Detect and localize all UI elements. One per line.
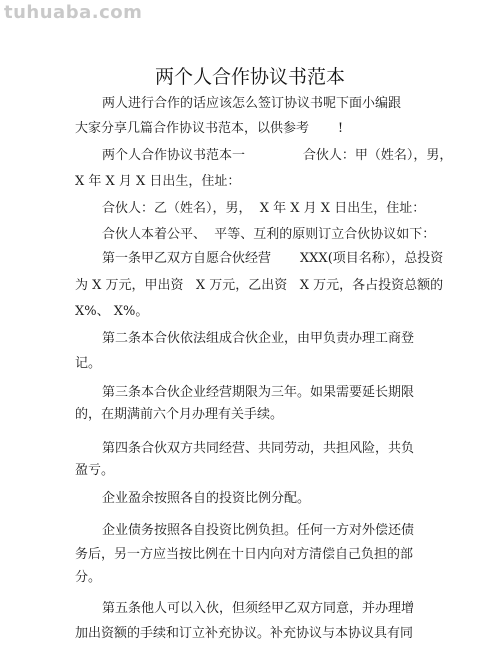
site-watermark: tuhuaba.com <box>4 2 143 23</box>
paragraph-line: 第四条合伙双方共同经营、共同劳动，共担风险，共负 <box>102 441 415 456</box>
paragraph-line: 加出资额的手续和订立补充协议。补充协议与本协议具有同 <box>75 626 414 641</box>
paragraph-line: X 年 X 月 X 日出生，住址： <box>75 174 241 189</box>
document-title: 两个人合作协议书范本 <box>154 66 345 88</box>
paragraph-line: 盈亏。 <box>75 463 115 478</box>
paragraph-line: 务后，另一方应当按比例在十日内向对方清偿自己负担的部 <box>75 547 414 562</box>
paragraph-line: 企业债务按照各自投资比例负担。任何一方对外偿还债 <box>102 523 415 538</box>
paragraph-line: 企业盈余按照各自的投资比例分配。 <box>102 491 311 506</box>
paragraph-line: 第三条本合伙企业经营期限为三年。如果需要延长期限 <box>102 385 415 400</box>
paragraph-line: 第五条他人可以入伙，但须经甲乙双方同意，并办理增 <box>102 601 415 616</box>
paragraph-line: 两个人合作协议书范本一 合伙人：甲（姓名），男， <box>102 148 453 163</box>
paragraph-line: 两人进行合作的话应该怎么签订协议书呢下面小编跟 <box>102 96 402 111</box>
paragraph-line: 为 X 万元，甲出资 X 万元，乙出资 X 万元，各占投资总额的 <box>75 278 444 293</box>
paragraph-line: 大家分享几篇合作协议书范本，以供参考 ! <box>75 121 344 136</box>
paragraph-line: 记。 <box>75 356 102 371</box>
paragraph-line: 合伙人本着公平、 平等、互利的原则订立合伙协议如下： <box>102 227 436 242</box>
paragraph-line: 的，在期满前六个月办理有关手续。 <box>75 407 284 422</box>
paragraph-line: 第二条本合伙依法组成合伙企业，由甲负责办理工商登 <box>102 331 415 346</box>
paragraph-line: X%、 X%。 <box>75 304 149 319</box>
paragraph-line: 合伙人：乙（姓名），男， X 年 X 月 X 日出生，住址： <box>102 201 426 216</box>
paragraph-line: 分。 <box>75 570 102 585</box>
paragraph-line: 第一条甲乙双方自愿合伙经营 XXX(项目名称），总投资 <box>102 251 444 266</box>
